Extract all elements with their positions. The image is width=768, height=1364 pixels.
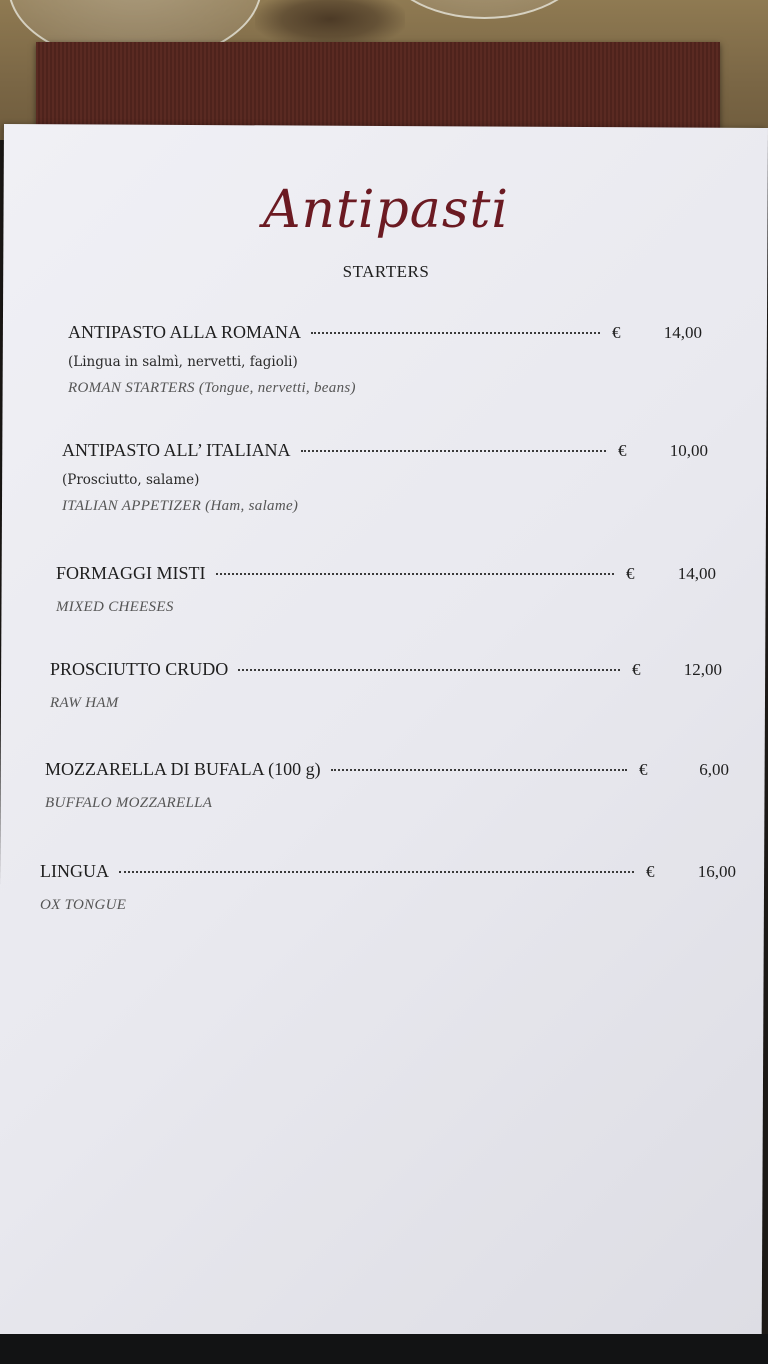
item-name: ANTIPASTO ALL’ ITALIANA xyxy=(62,440,291,460)
menu-item xyxy=(56,563,716,616)
item-english-name: MIXED CHEESES xyxy=(56,599,174,615)
item-price: 6,00 xyxy=(699,760,729,779)
item-english-name: BUFFALO MOZZARELLA xyxy=(45,795,213,811)
placemat-pattern xyxy=(255,0,405,48)
item-name: ANTIPASTO ALLA ROMANA xyxy=(68,322,302,342)
item-name: MOZZARELLA DI BUFALA (100 g) xyxy=(45,759,321,779)
currency-symbol: € xyxy=(639,760,648,779)
leader-dots xyxy=(301,450,606,452)
item-name: LINGUA xyxy=(40,861,109,881)
menu-item xyxy=(62,440,708,515)
item-english-name: ITALIAN APPETIZER (Ham, salame) xyxy=(62,498,299,514)
currency-symbol: € xyxy=(612,323,621,342)
leader-dots xyxy=(216,573,614,575)
currency-symbol: € xyxy=(618,441,627,460)
menu-item xyxy=(45,759,729,812)
menu-item xyxy=(68,322,702,397)
item-english-name: RAW HAM xyxy=(50,695,119,711)
menu-title: Antipasti xyxy=(262,180,510,240)
item-price: 14,00 xyxy=(677,564,716,583)
item-description: (Prosciutto, salame) xyxy=(62,472,200,488)
currency-symbol: € xyxy=(626,564,635,583)
leader-dots xyxy=(119,871,634,873)
leader-dots xyxy=(238,669,620,671)
item-english-name: ROMAN STARTERS (Tongue, nervetti, beans) xyxy=(68,380,356,396)
item-english-name: OX TONGUE xyxy=(40,897,127,913)
menu-item xyxy=(40,861,736,914)
item-price: 16,00 xyxy=(697,862,736,881)
currency-symbol: € xyxy=(646,862,655,881)
item-name: FORMAGGI MISTI xyxy=(56,563,206,583)
item-price: 14,00 xyxy=(663,323,702,342)
item-price: 12,00 xyxy=(683,660,722,679)
menu-subtitle: STARTERS xyxy=(342,262,430,281)
item-description: (Lingua in salmì, nervetti, fagioli) xyxy=(68,354,298,370)
dark-background xyxy=(0,1334,768,1364)
menu-item xyxy=(50,659,722,712)
item-price: 10,00 xyxy=(669,441,708,460)
item-name: PROSCIUTTO CRUDO xyxy=(50,659,229,679)
leader-dots xyxy=(331,769,627,771)
leader-dots xyxy=(311,332,600,334)
currency-symbol: € xyxy=(632,660,641,679)
menu-sheet xyxy=(0,124,768,1338)
